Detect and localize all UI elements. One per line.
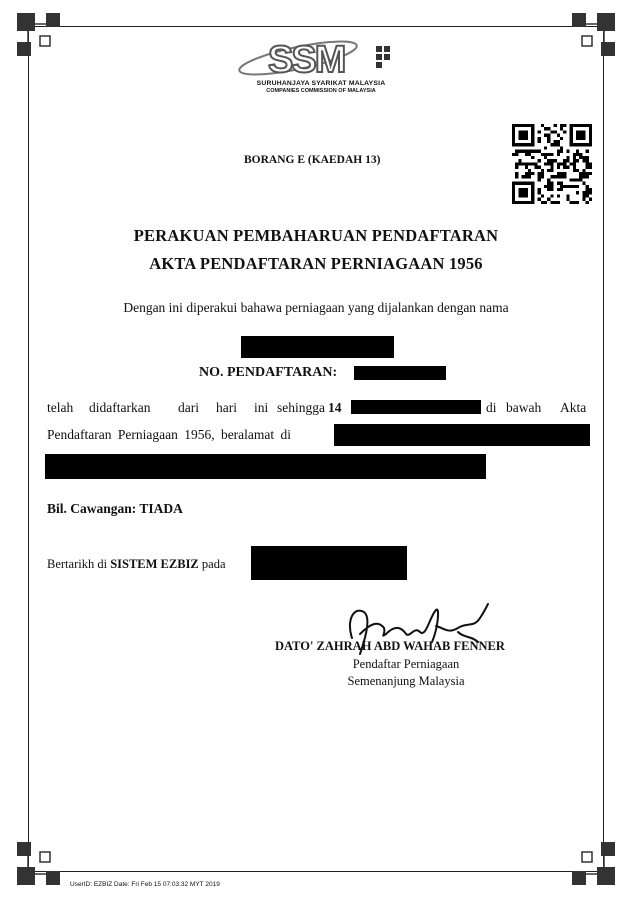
qr-code-icon bbox=[512, 124, 592, 204]
body-word: di bbox=[486, 400, 497, 415]
org-name-english: COMPANIES COMMISSION OF MALAYSIA bbox=[266, 88, 376, 94]
intro-text: Dengan ini diperakui bahawa perniagaan yang dijalankan dengan nama bbox=[123, 300, 509, 315]
body-word: dari bbox=[178, 400, 199, 415]
body-word: telah bbox=[47, 400, 74, 415]
signatory-role-2: Semenanjung Malaysia bbox=[347, 674, 465, 688]
corner-ornament-bottom-right bbox=[570, 840, 616, 886]
corner-ornament-bottom-left bbox=[16, 840, 62, 886]
dated-prefix: Bertarikh di bbox=[47, 557, 111, 571]
body-word: ini bbox=[254, 400, 269, 415]
redacted-issue-date bbox=[251, 546, 407, 580]
corner-ornament-top-right bbox=[570, 12, 616, 58]
redacted-registration-number bbox=[354, 366, 446, 380]
redacted-expiry-date bbox=[351, 400, 481, 414]
body-word: hari bbox=[216, 400, 237, 415]
body-word: didaftarkan bbox=[89, 400, 151, 415]
dated-suffix: pada bbox=[198, 557, 226, 571]
certificate-title-line1: PERAKUAN PEMBAHARUAN PENDAFTARAN bbox=[133, 226, 499, 245]
redacted-address-line2 bbox=[45, 454, 486, 479]
body-word: sehingga bbox=[277, 400, 325, 415]
form-code: BORANG E (KAEDAH 13) bbox=[244, 154, 381, 166]
signatory-role-1: Pendaftar Perniagaan bbox=[352, 657, 460, 671]
registration-label: NO. PENDAFTARAN: bbox=[199, 365, 338, 380]
expiry-day: 14 bbox=[328, 400, 342, 415]
body-line-2: Pendaftaran Perniagaan 1956, beralamat di bbox=[47, 427, 292, 442]
corner-ornament-top-left bbox=[16, 12, 62, 58]
body-word: bawah bbox=[506, 400, 542, 415]
certificate-title-line2: AKTA PENDAFTARAN PERNIAGAAN 1956 bbox=[149, 254, 483, 273]
footer-user-date: UserID: EZBIZ Date: Fri Feb 15 07:03:32 MYT 2019 bbox=[70, 881, 220, 888]
body-word: Akta bbox=[560, 400, 587, 415]
redacted-business-name bbox=[241, 336, 394, 358]
dated-line bbox=[47, 557, 226, 572]
branch-count: Bil. Cawangan: TIADA bbox=[47, 501, 183, 516]
system-name: SISTEM EZBIZ bbox=[110, 557, 199, 571]
svg-text:SSM: SSM bbox=[268, 39, 345, 80]
org-name-malay: SURUHANJAYA SYARIKAT MALAYSIA bbox=[256, 80, 386, 87]
ssm-logo bbox=[236, 36, 406, 98]
signatory-name: DATO' ZAHRAH ABD WAHAB FENNER bbox=[275, 639, 505, 653]
redacted-address-line1 bbox=[334, 424, 590, 446]
